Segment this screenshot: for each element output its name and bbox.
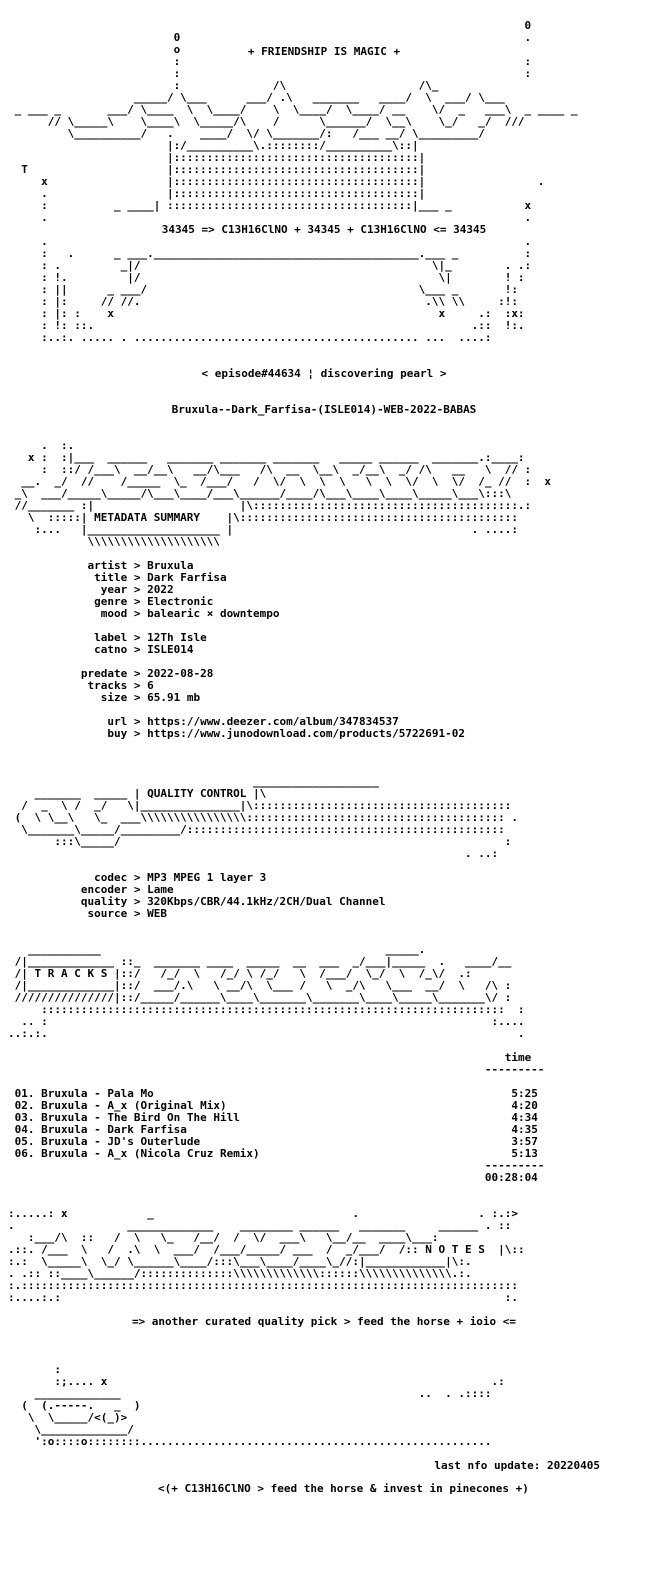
tracks-banner-art-bottom: /|_____________|::/ ___/.\ \ __/\ \___ / \ _/\ \___ __/ \ /\ : ///////////////|::/_____/______\____\_______\_______\____\_____\_______\/ : :::::::::::::::::::::::::::::::::::::::::::::::::::::::::::::::::::::: : .. : :.... ..:.:. .: [8, 979, 525, 1040]
quality-key: encoder: [80, 883, 128, 896]
track-number: 06.: [14, 1147, 35, 1160]
track-artist: Bruxula: [41, 1123, 88, 1136]
metadata-key: tracks: [87, 679, 128, 692]
spacer: [8, 1340, 640, 1352]
track-time: 4:20: [511, 1099, 538, 1112]
track-artist: Bruxula: [41, 1147, 88, 1160]
indent: [8, 643, 94, 656]
page-title: [0, 46, 648, 58]
metadata-value: Dark Farfisa: [147, 571, 227, 584]
metadata-key: predate: [80, 667, 128, 680]
metadata-separator: >: [127, 727, 148, 740]
metadata-title-suffix: |\::::::::::::::::::::::::::::::::::::::::::: [200, 511, 518, 524]
qc-suffix: |\: [246, 787, 267, 800]
notes-section-title: N O T E S: [425, 1243, 485, 1256]
metadata-separator: >: [127, 583, 148, 596]
quality-value: MP3 MPEG 1 layer 3: [147, 871, 267, 884]
time-column-header: time: [504, 1051, 532, 1064]
release-line: [8, 404, 640, 416]
sp: -: [87, 1135, 108, 1148]
spacer: [8, 752, 640, 764]
spacer: [8, 920, 640, 932]
metadata-section-title: METADATA SUMMARY: [94, 511, 201, 524]
tr-prefix: /|: [8, 967, 35, 980]
metadata-separator: >: [127, 691, 148, 704]
tracks-banner-art-top: ___________ _____. /|_____________ ::_ _______ ____ _____ __ ___ _/___|_____ . ____/__: [14, 943, 512, 968]
track-title: Pala Mo: [107, 1087, 154, 1100]
spacer: [8, 416, 640, 428]
quality-value: WEB: [147, 907, 167, 920]
track-artist: Bruxula: [41, 1111, 88, 1124]
metadata-value: 12Th Isle: [147, 631, 207, 644]
quality-separator: >: [127, 871, 148, 884]
spacer: [8, 428, 640, 440]
metadata-key: label: [94, 631, 128, 644]
spacer: [8, 740, 640, 752]
formula-text: 34345 => C13H16ClNO + 34345 + C13H16ClNO <= 34345: [161, 223, 487, 236]
metadata-row: [8, 692, 640, 704]
metadata-key: artist: [87, 559, 128, 572]
track-artist: Bruxula: [41, 1087, 88, 1100]
metadata-value: 2022: [147, 583, 174, 596]
quality-separator: >: [127, 907, 148, 920]
quality-value: Lame: [147, 883, 174, 896]
metadata-separator: >: [127, 559, 148, 572]
footer-art: : :;.... x .: _____________ .. . .:::: ( (.-----. _ ) \ \_____/<(_)> \_____________/ ':o::::o::::::::.....................................................: [21, 1363, 505, 1448]
indent: [8, 607, 101, 620]
quality-section-title: QUALITY CONTROL: [147, 787, 247, 800]
track-artist: Bruxula: [41, 1099, 88, 1112]
metadata-separator: >: [127, 667, 148, 680]
quality-separator: >: [127, 895, 148, 908]
metadata-row: [8, 608, 640, 620]
friendship-title: + FRIENDSHIP IS MAGIC +: [247, 45, 401, 58]
nt-prefix: .::. /___ \ / .\ \ ___/ /___/_____/ ___ / _/___/ /::: [8, 1243, 426, 1256]
metadata-separator: >: [127, 643, 148, 656]
metadata-key: catno: [94, 643, 128, 656]
quality-separator: >: [127, 883, 148, 896]
metadata-separator: >: [127, 679, 148, 692]
metadata-key: mood: [100, 607, 128, 620]
spacer: [8, 380, 640, 392]
metadata-value: 6: [147, 679, 154, 692]
track-title: Dark Farfisa: [107, 1123, 187, 1136]
last-update-row: [8, 1460, 640, 1472]
track-number: 01.: [14, 1087, 35, 1100]
metadata-row: [8, 644, 640, 656]
sp: -: [87, 1147, 108, 1160]
notes-text: => another curated quality pick > feed the horse + ioio <=: [131, 1315, 517, 1328]
metadata-key: title: [94, 571, 128, 584]
notes-line: [8, 1316, 640, 1328]
metadata-key: url: [107, 715, 128, 728]
total-divider: ---------: [8, 1159, 545, 1172]
track-time: 5:13: [511, 1147, 538, 1160]
indent: [8, 1171, 485, 1184]
episode-line: [8, 368, 640, 380]
notes-banner-art-top: :.....: x _ . . :.:> . _____________ ________ ______ _______ ______ . :: :___/\ :: / \ \_ /__/ / \/ ___\ \__/__ ____\___:: [8, 1207, 518, 1244]
episode-text: < episode#44634 ¦ discovering pearl >: [201, 367, 447, 380]
total-row: [8, 1172, 640, 1184]
metadata-value: 2022-08-28: [147, 667, 214, 680]
metadata-key: size: [100, 691, 128, 704]
metadata-value: 65.91 mb: [147, 691, 201, 704]
track-title: JD's Outerlude: [107, 1135, 201, 1148]
quality-key: codec: [94, 871, 128, 884]
spacer: [8, 1184, 640, 1196]
track-title: The Bird On The Hill: [107, 1111, 240, 1124]
tracks-section-title: T R A C K S: [34, 967, 108, 980]
track-title: A_x (Original Mix): [107, 1099, 227, 1112]
track-artist: Bruxula: [41, 1135, 88, 1148]
metadata-separator: >: [127, 607, 148, 620]
sp: -: [87, 1123, 108, 1136]
metadata-value: balearic × downtempo: [147, 607, 280, 620]
metadata-value: https://www.junodownload.com/products/5722691-02: [147, 727, 465, 740]
metadata-key: year: [100, 583, 128, 596]
indent: [8, 727, 107, 740]
total-time: 00:28:04: [484, 1171, 538, 1184]
header-art: 0 0 . o : : : : : /\ /\_ _____/ \___ ___/ .\ _______ ____/ \ ___/ \___ _ ___ _ ___/ \____ \ \____/ \ \____/ \____/ __ \/ _ ___\ _ ____ _ // \_____\ \____\ \_____/\ / \______/ \__\ \_/ _/ /// \__________/ . ____/ \/ \_______/: /___ __/ \_________/ |:/__________\.::::::::/__________\::| |:::::::::::::::::::::::::::::::::::::| T |:::::::::::::::::::::::::::::::::::::| x |:::::::::::::::::::::::::::::::::::::| . . |:::::::::::::::::::::::::::::::::::::| : _ ____| :::::::::::::::::::::::::::::::::::::|___ _ x . .: [14, 19, 578, 224]
metadata-separator: >: [127, 571, 148, 584]
indent: [8, 691, 101, 704]
metadata-value: https://www.deezer.com/album/347834537: [147, 715, 399, 728]
sp: -: [87, 1111, 108, 1124]
metadata-separator: >: [127, 631, 148, 644]
footer-tagline: <(+ C13H16ClNO > feed the horse & invest in pinecones +): [158, 1482, 529, 1495]
track-number: 04.: [14, 1123, 35, 1136]
footer-tagline-row: [158, 1483, 529, 1495]
spacer: [8, 1352, 640, 1364]
spacer: [8, 344, 640, 356]
quality-value: 320Kbps/CBR/44.1kHz/2CH/Dual Channel: [147, 895, 386, 908]
quality-row: [8, 908, 640, 920]
track-time: 4:34: [511, 1111, 538, 1124]
last-update: last nfo update: 20220405: [434, 1459, 600, 1472]
tr-suffix: |::/ /_/ \ /_/ \ /_/ \ /___/ \_/ \ /_\/ .:: [107, 967, 472, 980]
quality-banner-art-bottom: / _ \ / _/ \|_______________|\::::::::::::::::::::::::::::::::::::::: ( \ \__\ \_ ___\\\\\\\\\\\\\\\\::::::::::::::::::::::::::::::::::::::: . \_______\_____/_________/:::::::::::::::::::::::::::::::::::::::::::::::: :::\_____/ : . ..:: [14, 799, 518, 860]
quality-key: quality: [80, 895, 128, 908]
quality-key: source: [87, 907, 128, 920]
quality-banner-art: ___________________: [8, 775, 379, 788]
sp: -: [87, 1087, 108, 1100]
indent: [8, 907, 87, 920]
metadata-row: [8, 728, 640, 740]
time-divider: ---------: [8, 1063, 545, 1076]
metadata-key: buy: [107, 727, 128, 740]
track-number: 03.: [14, 1111, 35, 1124]
metadata-separator: >: [127, 715, 148, 728]
notes-banner-art-bottom: :.: \_____\ \_/ \______\____/:::\___\____/____\_//:|____________|\:. . .:: ::____\______/::::::::::::::\\\\\\\\\\\\\::::::\\\\\\\\\\\\\\.:. :.::::::::::::::::::::::::::::::::::::::::::::::::::::::::::::::::::::::::::: :....:.: :.: [8, 1255, 518, 1304]
qc-prefix: _______ _____ |: [8, 787, 148, 800]
sp: -: [87, 1099, 108, 1112]
metadata-banner-art: . :. x : :|___ ______ _______ _______ _______ _____ ______ _______.:____: : ::/ /___\ __/__\ __/\___ /\ __ \__\ _/__\ _/ /\ __ \ // : __. _/ // /_____ \_ /___/ / \/ \ \ \ \ \ \/ \ \/ /_ // : x _\ ___/_____\_____/\___\____/___\______/____/\___\____\____\_____\___\:::\ //_______ :| |\::::::::::::::::::::::::::::::::::::::::.:: [14, 439, 552, 512]
spacer: [8, 1328, 640, 1340]
metadata-banner-art-bottom: :... |____________________ | . ....: \\\\\\\\\\\\\\\\\\\\: [34, 523, 518, 548]
track-time: 3:57: [511, 1135, 538, 1148]
metadata-key: genre: [94, 595, 128, 608]
nt-suffix: |\::: [484, 1243, 525, 1256]
header-art-bottom: . . : . _ ___.________________________________________.___ _ : : . _|/ \|_ . .: : !. |/ \| ! : : || _ ___/ \___ _ !: : |: // //. .\\ \\ :!: : |: : x x .: :x: : !: ::. .:: !:. :..:. ..... . ........................................... ... ....:: [41, 235, 532, 344]
track-time: 5:25: [511, 1087, 538, 1100]
track-title: A_x (Nicola Cruz Remix): [107, 1147, 260, 1160]
track-time: 4:35: [511, 1123, 538, 1136]
track-number: 05.: [14, 1135, 35, 1148]
metadata-title-prefix: \ :::::|: [8, 511, 95, 524]
metadata-value: Bruxula: [147, 559, 194, 572]
metadata-value: Electronic: [147, 595, 214, 608]
metadata-separator: >: [127, 595, 148, 608]
track-number: 02.: [14, 1099, 35, 1112]
release-name: Bruxula--Dark_Farfisa-(ISLE014)-WEB-2022-BABAS: [171, 403, 477, 416]
metadata-value: ISLE014: [147, 643, 194, 656]
